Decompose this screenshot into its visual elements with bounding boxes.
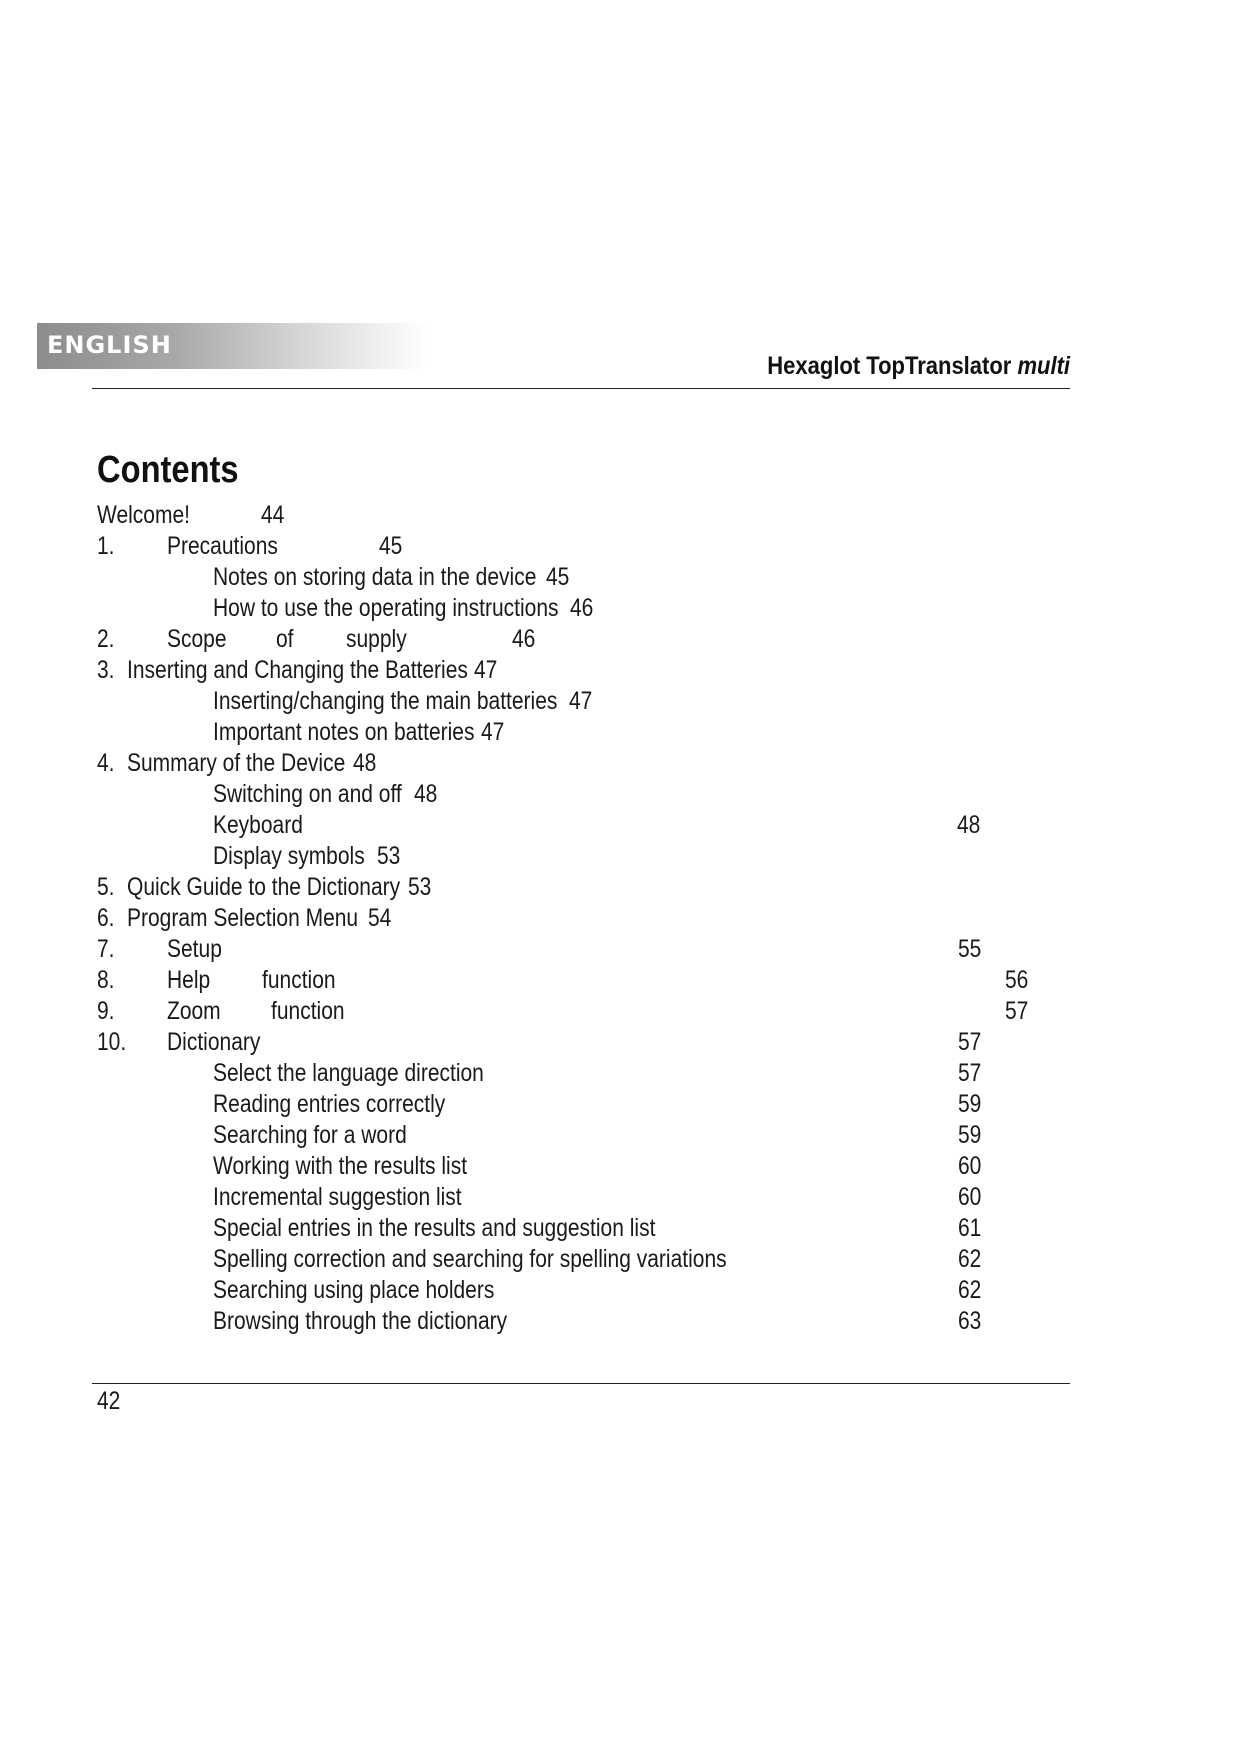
toc-entry-page: 60 bbox=[958, 1183, 982, 1211]
toc-entry-changing-main-batteries[interactable] bbox=[0, 686, 1241, 717]
toc-entry-label: Setup bbox=[167, 935, 222, 963]
toc-entry-help-function[interactable] bbox=[0, 965, 1241, 996]
toc-entry-page: 46 bbox=[570, 594, 594, 622]
toc-entry-page: 48 bbox=[353, 749, 377, 777]
footer-rule bbox=[92, 1383, 1070, 1384]
toc-entry-label: Scope bbox=[167, 625, 227, 653]
page-number: 42 bbox=[97, 1387, 121, 1415]
toc-entry-spelling-correction[interactable] bbox=[0, 1244, 1241, 1275]
toc-entry-page: 47 bbox=[569, 687, 593, 715]
toc-entry-label: Select the language direction bbox=[213, 1059, 484, 1087]
toc-entry-page: 57 bbox=[958, 1028, 982, 1056]
toc-entry-inserting-batteries[interactable] bbox=[0, 655, 1241, 686]
toc-entry-program-selection-menu[interactable] bbox=[0, 903, 1241, 934]
toc-entry-label: Display symbols bbox=[213, 842, 365, 870]
toc-entry-page: 60 bbox=[958, 1152, 982, 1180]
toc-entry-important-notes-batteries[interactable] bbox=[0, 717, 1241, 748]
toc-entry-number: 9. bbox=[97, 997, 115, 1025]
toc-entry-page: 59 bbox=[958, 1090, 982, 1118]
toc-entry-results-list[interactable] bbox=[0, 1151, 1241, 1182]
toc-entry-label: Inserting and Changing the Batteries bbox=[127, 656, 468, 684]
toc-entry-label: Special entries in the results and suggestion list bbox=[213, 1214, 656, 1242]
toc-entry-label: Welcome! bbox=[97, 501, 190, 529]
toc-entry-label: Important notes on batteries bbox=[213, 718, 475, 746]
toc-entry-page: 57 bbox=[1005, 997, 1029, 1025]
toc-entry-number: 7. bbox=[97, 935, 115, 963]
toc-entry-number: 4. bbox=[97, 749, 115, 777]
toc-entry-how-to-use-instructions[interactable] bbox=[0, 593, 1241, 624]
toc-entry-number: 8. bbox=[97, 966, 115, 994]
language-tab-label: ENGLISH bbox=[47, 331, 172, 359]
toc-entry-page: 47 bbox=[474, 656, 498, 684]
toc-entry-label: Summary of the Device bbox=[127, 749, 346, 777]
toc-entry-page: 48 bbox=[957, 811, 981, 839]
toc-entry-searching-for-word[interactable] bbox=[0, 1120, 1241, 1151]
toc-entry-number: 5. bbox=[97, 873, 115, 901]
toc-entry-label-word: of bbox=[276, 625, 294, 653]
toc-entry-label: Notes on storing data in the device bbox=[213, 563, 537, 591]
toc-entry-welcome[interactable] bbox=[0, 500, 1241, 531]
toc-entry-page: 61 bbox=[958, 1214, 982, 1242]
toc-entry-label: Switching on and off bbox=[213, 780, 402, 808]
toc-entry-setup[interactable] bbox=[0, 934, 1241, 965]
toc-entry-page: 46 bbox=[512, 625, 536, 653]
toc-entry-page: 53 bbox=[377, 842, 401, 870]
toc-entry-label: Working with the results list bbox=[213, 1152, 468, 1180]
toc-entry-number: 3. bbox=[97, 656, 115, 684]
toc-entry-label: Dictionary bbox=[167, 1028, 261, 1056]
toc-entry-label-word: function bbox=[262, 966, 336, 994]
toc-entry-page: 62 bbox=[958, 1276, 982, 1304]
toc-entry-place-holders[interactable] bbox=[0, 1275, 1241, 1306]
toc-entry-label: Precautions bbox=[167, 532, 278, 560]
toc-entry-label: Help bbox=[167, 966, 211, 994]
toc-entry-summary-of-device[interactable] bbox=[0, 748, 1241, 779]
toc-entry-label: Searching using place holders bbox=[213, 1276, 495, 1304]
toc-entry-label: Incremental suggestion list bbox=[213, 1183, 462, 1211]
toc-entry-label: How to use the operating instructions bbox=[213, 594, 559, 622]
toc-entry-scope-of-supply[interactable] bbox=[0, 624, 1241, 655]
toc-entry-label: Searching for a word bbox=[213, 1121, 407, 1149]
product-model: multi bbox=[1017, 352, 1070, 380]
toc-entry-number: 6. bbox=[97, 904, 115, 932]
toc-entry-special-entries[interactable] bbox=[0, 1213, 1241, 1244]
toc-entry-notes-on-storing-data[interactable] bbox=[0, 562, 1241, 593]
toc-entry-page: 44 bbox=[261, 501, 285, 529]
toc-entry-label: Program Selection Menu bbox=[127, 904, 359, 932]
toc-entry-zoom-function[interactable] bbox=[0, 996, 1241, 1027]
toc-entry-page: 45 bbox=[379, 532, 403, 560]
toc-entry-label-word: supply bbox=[346, 625, 407, 653]
toc-entry-page: 62 bbox=[958, 1245, 982, 1273]
toc-entry-page: 59 bbox=[958, 1121, 982, 1149]
toc-entry-label: Keyboard bbox=[213, 811, 303, 839]
toc-entry-select-language-direction[interactable] bbox=[0, 1058, 1241, 1089]
toc-entry-number: 2. bbox=[97, 625, 115, 653]
toc-entry-page: 57 bbox=[958, 1059, 982, 1087]
product-name: Hexaglot TopTranslator bbox=[767, 352, 1012, 380]
toc-entry-label: Browsing through the dictionary bbox=[213, 1307, 508, 1335]
toc-entry-label: Reading entries correctly bbox=[213, 1090, 446, 1118]
toc-entry-page: 55 bbox=[958, 935, 982, 963]
toc-entry-label-word: function bbox=[271, 997, 345, 1025]
toc-entry-number: 1. bbox=[97, 532, 115, 560]
toc-entry-page: 45 bbox=[546, 563, 570, 591]
toc-entry-number: 10. bbox=[97, 1028, 127, 1056]
toc-entry-dictionary[interactable] bbox=[0, 1027, 1241, 1058]
toc-entry-display-symbols[interactable] bbox=[0, 841, 1241, 872]
page-title: Contents bbox=[97, 449, 239, 491]
toc-entry-label: Zoom bbox=[167, 997, 221, 1025]
toc-entry-page: 48 bbox=[414, 780, 438, 808]
toc-entry-quick-guide[interactable] bbox=[0, 872, 1241, 903]
toc-entry-precautions[interactable] bbox=[0, 531, 1241, 562]
toc-entry-label: Quick Guide to the Dictionary bbox=[127, 873, 401, 901]
toc-entry-page: 53 bbox=[408, 873, 432, 901]
toc-entry-incremental-suggestion-list[interactable] bbox=[0, 1182, 1241, 1213]
toc-entry-label: Spelling correction and searching for spelling variations bbox=[213, 1245, 727, 1273]
toc-entry-label: Inserting/changing the main batteries bbox=[213, 687, 558, 715]
toc-entry-page: 56 bbox=[1005, 966, 1029, 994]
toc-entry-page: 47 bbox=[481, 718, 505, 746]
toc-entry-page: 63 bbox=[958, 1307, 982, 1335]
toc-entry-browsing-dictionary[interactable] bbox=[0, 1306, 1241, 1337]
toc-entry-switching-on-off[interactable] bbox=[0, 779, 1241, 810]
toc-entry-page: 54 bbox=[368, 904, 392, 932]
toc-entry-keyboard[interactable] bbox=[0, 810, 1241, 841]
toc-entry-reading-entries[interactable] bbox=[0, 1089, 1241, 1120]
